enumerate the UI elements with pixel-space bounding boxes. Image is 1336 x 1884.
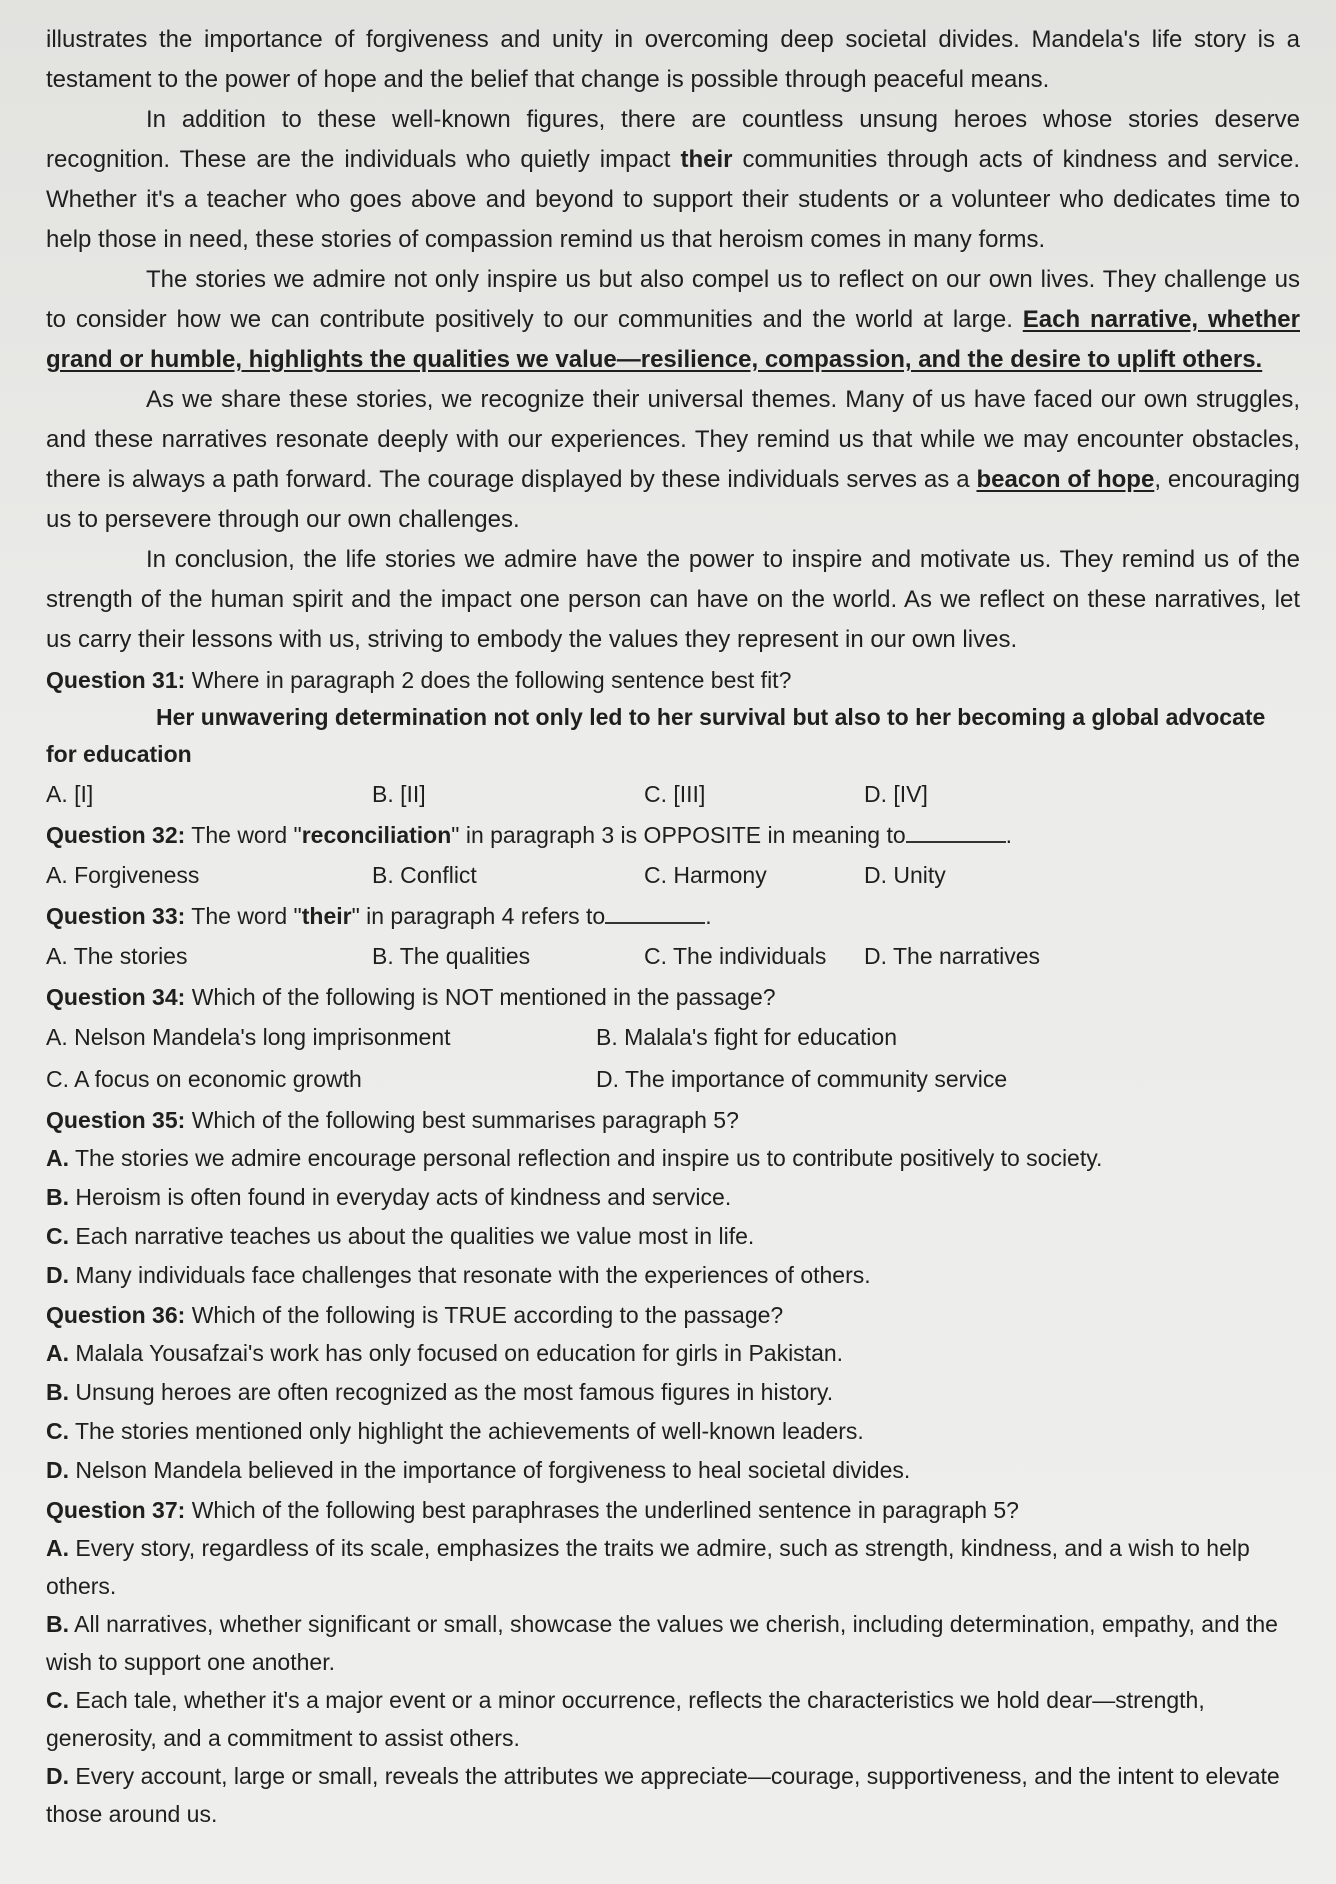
q32-options [46, 854, 1300, 896]
p5-underlined-sentence: Each narrative, whether grand or humble, highlights the qualities we value—resilience, compassion, and the desire to uplift others. [46, 306, 1300, 373]
q36-label: Question 36: [46, 1302, 186, 1328]
question-34 [46, 979, 1300, 1100]
q36-letter-d: D. [46, 1457, 69, 1483]
q35-stem: Which of the following best summarises paragraph 5? [191, 1107, 739, 1133]
q32-blank [906, 823, 1006, 843]
q37-option-b-text: All narratives, whether significant or small, showcase the values we cherish, including determination, empathy, and the wish to support one another. [46, 1611, 1278, 1675]
question-33 [46, 898, 1300, 977]
q31-option-b[interactable]: B. [II] [372, 781, 426, 807]
q35-option-b-text: Heroism is often found in everyday acts of kindness and service. [75, 1184, 732, 1210]
q31-stem: Where in paragraph 2 does the following sentence best fit? [191, 667, 792, 693]
q36-option-b[interactable] [46, 1373, 1300, 1412]
q31-option-a[interactable]: A. [I] [46, 781, 94, 807]
q32-option-a[interactable]: A. Forgiveness [46, 862, 200, 888]
q32-stem-a: The word " [191, 822, 302, 848]
q34-options-row-2 [46, 1058, 1300, 1100]
paragraph-5 [46, 260, 1300, 380]
paragraph-6 [46, 380, 1300, 540]
q32-option-b[interactable]: B. Conflict [372, 862, 477, 888]
q37-option-d[interactable] [46, 1757, 1300, 1833]
q35-option-b[interactable] [46, 1178, 1300, 1217]
q35-letter-a: A. [46, 1145, 69, 1171]
q37-option-d-text: Every account, large or small, reveals the attributes we appreciate—courage, supportiveness, and the intent to elevate those around us. [46, 1763, 1280, 1827]
q35-letter-c: C. [46, 1223, 69, 1249]
word-their: their [680, 146, 733, 173]
q31-quote: Her unwavering determination not only led to her survival but also to her becoming a global advocate for education [46, 704, 1266, 767]
q36-option-b-text: Unsung heroes are often recognized as the most famous figures in history. [75, 1379, 834, 1405]
question-36 [46, 1297, 1300, 1490]
q36-option-c-text: The stories mentioned only highlight the achievements of well-known leaders. [74, 1418, 864, 1444]
q35-option-d[interactable] [46, 1256, 1300, 1295]
q33-options [46, 935, 1300, 977]
question-37 [46, 1492, 1300, 1833]
q37-option-c[interactable] [46, 1681, 1300, 1757]
q31-options [46, 773, 1300, 815]
q33-blank [605, 904, 705, 924]
q37-letter-a: A. [46, 1535, 69, 1561]
q36-letter-c: C. [46, 1418, 69, 1444]
q37-option-a-text: Every story, regardless of its scale, emphasizes the traits we admire, such as strength, kindness, and a wish to help others. [46, 1535, 1250, 1599]
question-35 [46, 1102, 1300, 1295]
q31-option-d[interactable]: D. [IV] [864, 781, 928, 807]
q32-stem-b: " in paragraph 3 is OPPOSITE in meaning to [451, 822, 906, 848]
q36-option-a-text: Malala Yousafzai's work has only focused on education for girls in Pakistan. [75, 1340, 844, 1366]
q35-option-c-text: Each narrative teaches us about the qualities we value most in life. [75, 1223, 755, 1249]
q33-stem-b: " in paragraph 4 refers to [351, 903, 606, 929]
q34-option-b[interactable]: B. Malala's fight for education [596, 1024, 897, 1050]
q34-option-c[interactable]: C. A focus on economic growth [46, 1066, 362, 1092]
paragraph-conclusion: In conclusion, the life stories we admire have the power to inspire and motivate us. They remind us of the strength of the human spirit and the impact one person can have on the world. As we reflect on these narratives, let us carry their lessons with us, striving to embody the values they represent in our own lives. [46, 546, 1300, 653]
paragraph-unsung-heroes [46, 100, 1300, 260]
q33-label: Question 33: [46, 903, 186, 929]
q33-word: their [301, 903, 352, 929]
q37-option-b[interactable] [46, 1605, 1300, 1681]
q33-option-b[interactable]: B. The qualities [372, 943, 531, 969]
q37-label: Question 37: [46, 1497, 186, 1523]
q36-options [46, 1334, 1300, 1490]
q36-option-a[interactable] [46, 1334, 1300, 1373]
q35-letter-b: B. [46, 1184, 69, 1210]
q36-letter-b: B. [46, 1379, 69, 1405]
q35-letter-d: D. [46, 1262, 69, 1288]
q34-option-a[interactable]: A. Nelson Mandela's long imprisonment [46, 1024, 451, 1050]
q37-letter-c: C. [46, 1687, 69, 1713]
q32-option-c[interactable]: C. Harmony [644, 862, 767, 888]
q32-option-d[interactable]: D. Unity [864, 862, 946, 888]
heroes-text-end: communities through acts of kindness and service. Whether it's a teacher who goes above and beyond to support their students or a volunteer who dedicates time to help those in need, these stories of compassion remind us that heroism comes in many forms. [46, 146, 1301, 253]
paragraph-mandela-end: illustrates the importance of forgiveness and unity in overcoming deep societal divides. Mandela's life story is a testament to the power of hope and the belief that change is possible through peaceful means. [46, 26, 1300, 93]
q36-stem: Which of the following is TRUE according to the passage? [191, 1302, 784, 1328]
q37-option-a[interactable] [46, 1529, 1300, 1605]
q33-stem-end: . [705, 903, 712, 929]
q33-option-c[interactable]: C. The individuals [644, 943, 827, 969]
q37-letter-d: D. [46, 1763, 69, 1789]
q36-option-c[interactable] [46, 1412, 1300, 1451]
q36-letter-a: A. [46, 1340, 69, 1366]
q35-option-d-text: Many individuals face challenges that resonate with the experiences of others. [75, 1262, 871, 1288]
q34-option-d[interactable]: D. The importance of community service [596, 1066, 1008, 1092]
q34-stem: Which of the following is NOT mentioned in the passage? [191, 984, 776, 1010]
q31-label: Question 31: [46, 667, 186, 693]
q35-option-a-text: The stories we admire encourage personal reflection and inspire us to contribute positively to society. [74, 1145, 1103, 1171]
q33-option-a[interactable]: A. The stories [46, 943, 188, 969]
heroes-text: In addition to these well-known figures, there are countless unsung heroes whose stories deserve recognition. These are the individuals who quietly impact [46, 106, 1300, 173]
q37-option-c-text: Each tale, whether it's a major event or a minor occurrence, reflects the characteristics we hold dear—strength, generosity, and a commitment to assist others. [46, 1687, 1205, 1751]
q31-option-c[interactable]: C. [III] [644, 781, 706, 807]
q37-stem: Which of the following best paraphrases the underlined sentence in paragraph 5? [191, 1497, 1019, 1523]
q34-label: Question 34: [46, 984, 186, 1010]
q35-options [46, 1139, 1300, 1295]
p6-text: As we share these stories, we recognize their universal themes. Many of us have faced our own struggles, and these narratives resonate deeply with our experiences. They remind us that while we may encounter obstacles, there is always a path forward. The courage displayed by these individuals serves as a [46, 386, 1300, 493]
q36-option-d-text: Nelson Mandela believed in the importance of forgiveness to heal societal divides. [75, 1457, 911, 1483]
q36-option-d[interactable] [46, 1451, 1300, 1490]
q32-stem-end: . [1005, 822, 1013, 848]
p5-text: The stories we admire not only inspire us but also compel us to reflect on our own lives. They challenge us to consider how we can contribute positively to our communities and the world at large. [46, 266, 1300, 333]
beacon-of-hope: beacon of hope [976, 466, 1155, 493]
q33-option-d[interactable]: D. The narratives [864, 943, 1040, 969]
question-32 [46, 817, 1300, 896]
q37-letter-b: B. [46, 1611, 69, 1637]
question-31 [46, 662, 1300, 815]
q34-options-row-1 [46, 1016, 1300, 1058]
q32-word: reconciliation [301, 822, 452, 848]
q32-label: Question 32: [46, 822, 186, 848]
q35-label: Question 35: [46, 1107, 186, 1133]
p6-text-end: , encouraging us to persevere through our own challenges. [46, 466, 1301, 533]
q35-option-c[interactable] [46, 1217, 1300, 1256]
q33-stem-a: The word " [191, 903, 302, 929]
q35-option-a[interactable] [46, 1139, 1300, 1178]
